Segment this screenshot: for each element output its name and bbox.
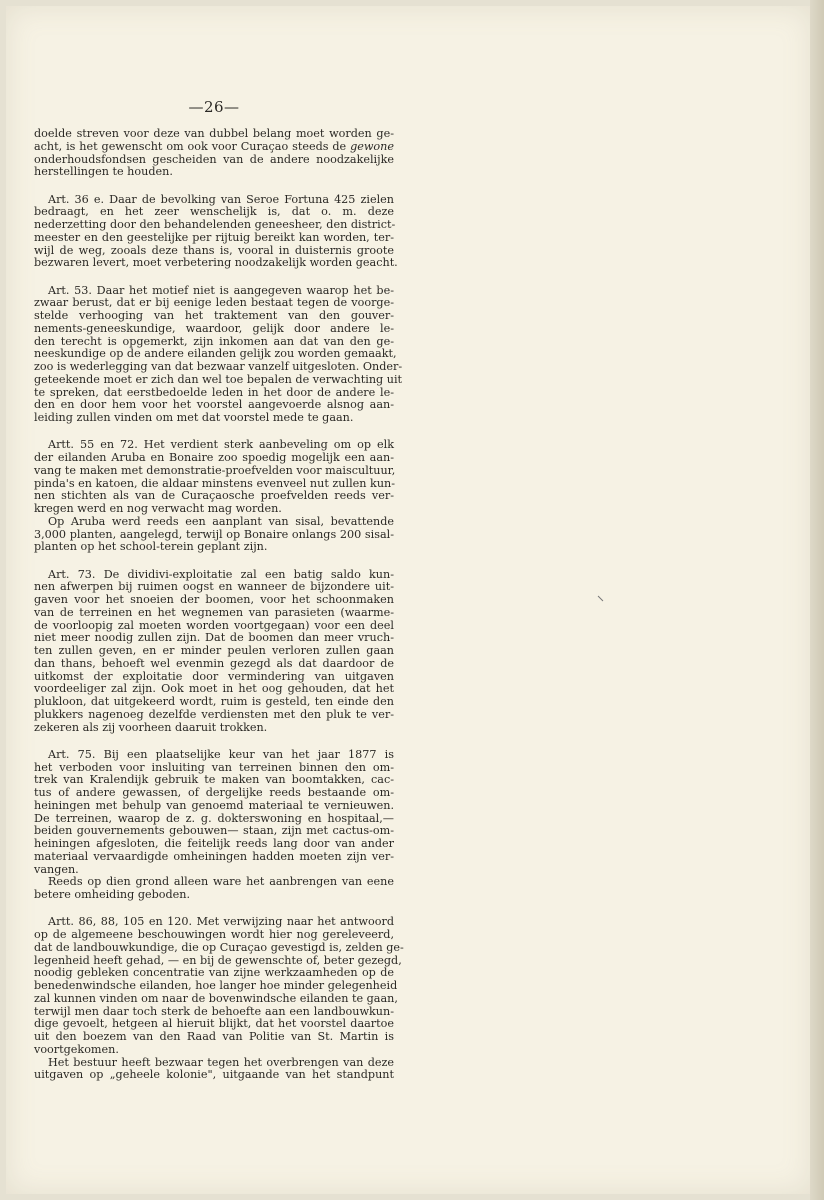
text-line: stelde verhooging van het traktement van den gouver- [34,309,394,322]
text-line: Reeds op dien grond alleen ware het aanbrengen van eene [48,875,394,889]
text-line: dan thans, behoeft wel evenmin gezegd als dat daardoor de [34,656,394,670]
text-line: voortgekomen. [34,1042,119,1056]
paragraph-art-53 [34,283,403,425]
text-column [34,98,404,1097]
text-line: noodig gebleken concentratie van zijne werkzaamheden op de [34,966,394,980]
text-line: kregen werd en nog verwacht mag worden. [34,502,282,515]
text-line: Art. 53. Daar het motief niet is aangegeven waarop het be- [48,283,394,297]
text-line [34,141,394,154]
text-line: uitkomst der exploitatie door vermindering van uitgaven [34,669,394,683]
text-line: te spreken, dat eerstbedoelde leden in het door de andere le- [34,385,394,399]
text-line: heiningen met behulp van genoemd materiaal te vernieuwen. [34,798,394,812]
text-line: dat de landbouwkundige, die op Curaçao gevestigd is, zelden ge- [34,940,404,954]
text-line: nen afwerpen bij ruimen oogst en wanneer de bijzondere uit- [34,580,394,594]
page-edge [810,0,824,1200]
paragraph-artt-55-72 [34,439,394,516]
text-line: Art. 75. Bij een plaatselijke keur van het jaar 1877 is [48,747,394,761]
text-line: herstellingen te houden. [34,165,173,179]
text-line: materiaal vervaardigde omheiningen hadden moeten zijn ver- [34,849,394,863]
text-line: 3,000 planten, aangelegd, terwijl op Bonaire onlangs 200 sisal- [34,527,394,541]
text-line: De terreinen, waarop de z. g. dokterswoning en hospitaal,— [34,811,394,825]
page-number: —26— [188,98,240,116]
text-line: plukkers nagenoeg dezelfde verdiensten met den pluk te ver- [34,707,394,721]
text-line: nen stichten als van de Curaçaosche proefvelden reeds ver- [34,489,394,503]
text-line: den en door hem voor het voorstel aangevoerde alsnog aan- [34,398,394,412]
text-line: voordeeliger zal zijn. Ook moet in het oog gehouden, dat het [34,682,394,696]
paragraph-art-36e [34,192,398,271]
text-line: zekeren als zij voorheen daaruit trokken. [34,720,268,734]
paragraph-intro [34,128,394,179]
text-line: vang te maken met demonstratie-proefvelden voor maiscultuur, [34,463,396,477]
text-line: niet meer noodig zullen zijn. Dat de boomen dan meer vruch- [34,631,394,645]
text-line: den terecht is opgemerkt, zijn inkomen aan dat van den ge- [34,334,394,348]
text-fragment: acht, is het gewenscht om ook voor Curaçao steeds de [34,139,347,153]
text-line: ten zullen geven, en er minder peulen verloren zullen gaan [34,644,394,657]
text-line: van de terreinen en het wegnemen van parasieten (waarme- [34,605,394,619]
text-line: tus of andere gewassen, of dergelijke reeds bestaande om- [34,786,394,799]
text-line: Het bestuur heeft bezwaar tegen het overbrengen van deze [48,1055,394,1069]
text-line: het verboden voor insluiting van terreinen binnen den om- [34,760,394,774]
text-line: bedraagt, en het zeer wenschelijk is, dat o. m. deze [34,205,394,219]
text-line: der eilanden Aruba en Bonaire zoo spoedig mogelijk een aan- [34,451,394,464]
text-line: beiden gouvernements gebouwen— staan, zijn met cactus-om- [34,824,394,838]
text-line: terwijl men daar toch sterk de behoefte aan een landbouwkun- [34,1004,394,1018]
paragraph-art-73 [34,569,394,735]
paragraph-artt-86-120 [34,915,404,1056]
text-line: uitgaven op „geheele kolonie", uitgaande van het standpunt [34,1068,394,1082]
paragraph-aruba-sisal [34,516,394,554]
text-line: Art. 73. De dividivi-exploitatie zal een batig saldo kun- [48,567,394,581]
text-line: Artt. 55 en 72. Het verdient sterk aanbeveling om op elk [48,438,394,452]
text-line: doelde streven voor deze van dubbel belang moet worden ge- [34,127,394,140]
text-line: nederzetting door den behandelenden geneesheer, den district- [34,218,396,231]
text-line: nements-geneeskundige, waardoor, gelijk door andere le- [34,321,394,335]
text-line: plukloon, dat uitgekeerd wordt, ruim is gesteld, ten einde den [34,695,394,708]
text-line: vangen. [34,862,79,876]
text-line: leiding zullen vinden om met dat voorstel mede te gaan. [34,411,354,424]
text-line: dige gevoelt, hetgeen al hieruit blijkt, dat het voorstel daartoe [34,1017,394,1031]
text-line: Art. 36 e. Daar de bevolking van Seroe Fortuna 425 zielen [48,192,394,206]
paragraph-bestuur [34,1057,394,1083]
text-line: op de algemeene beschouwingen wordt hier nog gereleveerd, [34,928,394,941]
text-line: bezwaren levert, moet verbetering noodzakelijk worden geacht. [34,256,398,270]
text-line: zoo is wederlegging van dat bezwaar vanzelf uitgesloten. Onder- [34,360,403,373]
text-line: Artt. 86, 88, 105 en 120. Met verwijzing naar het antwoord [48,915,394,929]
text-line: heiningen afgesloten, die feitelijk reeds lang door van ander [34,837,394,850]
text-line: zal kunnen vinden om naar de bovenwindsche eilanden te gaan, [34,991,398,1005]
text-line: onderhoudsfondsen gescheiden van de andere noodzakelijke [34,152,394,166]
text-line: planten op het school-terein geplant zijn. [34,540,268,554]
text-line: trek van Kralendijk gebruik te maken van boomtakken, cac- [34,773,394,787]
text-line: zwaar berust, dat er bij eenige leden bestaat tegen de voorge- [34,296,394,310]
text-line: wijl de weg, zooals deze thans is, vooral in duisternis groote [34,243,394,257]
text-line: legenheid heeft gehad, — en bij de gewenschte of, beter gezegd, [34,953,402,967]
text-line: neeskundige op de andere eilanden gelijk zou worden gemaakt, [34,347,397,361]
text-line: pinda's en katoen, die aldaar minstens evenveel nut zullen kun- [34,476,396,490]
text-line: benedenwindsche eilanden, hoe langer hoe minder gelegenheid [34,979,398,992]
text-line: uit den boezem van den Raad van Politie van St. Martin is [34,1030,394,1043]
text-line: geteekende moet er zich dan wel toe bepalen de verwachting uit [34,372,403,386]
text-line: meester en den geestelijke per rijtuig bereikt kan worden, ter- [34,230,394,244]
text-line: betere omheiding geboden. [34,888,191,901]
paragraph-art-75 [34,749,394,877]
text-line: Op Aruba werd reeds een aanplant van sisal, bevattende [48,514,394,528]
italic-word: gewone [350,139,394,153]
paragraph-omheiding [34,876,394,902]
text-line: gaven voor het snoeien der boomen, voor het schoonmaken [34,593,394,606]
text-line: de voorloopig zal moeten worden voortgegaan) voor een deel [34,618,394,632]
